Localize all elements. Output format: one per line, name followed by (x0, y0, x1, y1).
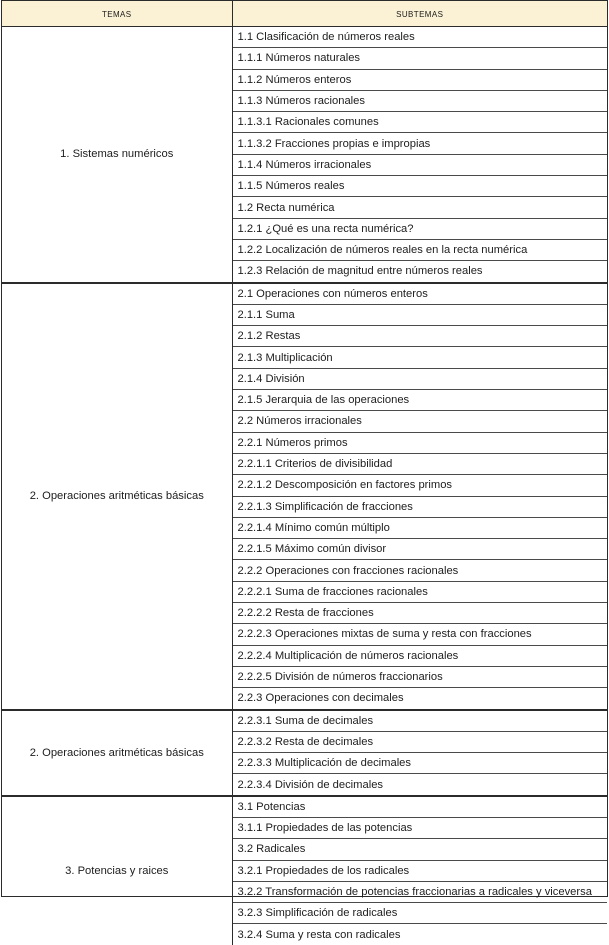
subtema-cell: 3.1 Potencias (232, 796, 607, 818)
subtema-cell: 2.1.3 Multiplicación (232, 347, 607, 368)
subtema-cell: 1.1.3.1 Racionales comunes (232, 112, 607, 133)
subtema-cell: 2.1 Operaciones con números enteros (232, 283, 607, 305)
tema-cell: 2. Operaciones aritméticas básicas (2, 710, 232, 796)
column-header-subtemas (232, 1, 607, 27)
column-header-temas (2, 1, 232, 27)
subtema-cell: 2.2.3 Operaciones con decimales (232, 688, 607, 710)
tema-cell: 3. Potencias y raices (2, 796, 232, 945)
subtema-cell: 2.2.1.5 Máximo común divisor (232, 539, 607, 560)
subtema-cell: 1.2.2 Localización de números reales en la recta numérica (232, 239, 607, 260)
syllabus-table-container (1, 0, 608, 941)
subtema-cell: 2.1.4 División (232, 368, 607, 389)
table-row (2, 27, 607, 48)
subtema-cell: 2.1.5 Jerarquia de las operaciones (232, 390, 607, 411)
subtema-cell: 3.2.1 Propiedades de los radicales (232, 860, 607, 881)
subtema-cell: 1.2.3 Relación de magnitud entre números reales (232, 261, 607, 283)
column-header-temas-label: temas (101, 7, 132, 20)
table-row (2, 710, 607, 732)
subtema-cell: 1.1.4 Números irracionales (232, 154, 607, 175)
subtema-cell: 2.2.3.1 Suma de decimales (232, 710, 607, 732)
subtema-cell: 1.1.5 Números reales (232, 176, 607, 197)
subtema-cell: 3.2.3 Simplificación de radicales (232, 903, 607, 924)
subtema-cell: 2.2.1.3 Simplificación de fracciones (232, 496, 607, 517)
subtema-cell: 2.2.2 Operaciones con fracciones racionales (232, 560, 607, 581)
subtema-cell: 2.1.2 Restas (232, 326, 607, 347)
column-header-subtemas-label: subtemas (396, 7, 444, 20)
tema-cell: 1. Sistemas numéricos (2, 27, 232, 283)
subtema-cell: 2.2.2.4 Multiplicación de números racionales (232, 645, 607, 666)
subtema-cell: 2.2.1.4 Mínimo común múltiplo (232, 517, 607, 538)
subtema-cell: 2.2 Números irracionales (232, 411, 607, 432)
subtema-cell: 3.1.1 Propiedades de las potencias (232, 817, 607, 838)
subtema-cell: 1.1.2 Números enteros (232, 69, 607, 90)
subtema-cell: 3.2.2 Transformación de potencias fraccionarias a radicales y viceversa (232, 881, 607, 902)
table-row (2, 283, 607, 305)
subtema-cell: 2.2.1.2 Descomposición en factores primos (232, 475, 607, 496)
table-row (2, 796, 607, 818)
subtema-cell: 2.2.1 Números primos (232, 432, 607, 453)
subtema-cell: 1.2 Recta numérica (232, 197, 607, 218)
table-body (2, 27, 607, 945)
subtema-cell: 2.2.3.4 División de decimales (232, 774, 607, 796)
subtema-cell: 2.2.2.3 Operaciones mixtas de suma y resta con fracciones (232, 624, 607, 645)
subtema-cell: 1.2.1 ¿Qué es una recta numérica? (232, 218, 607, 239)
subtema-cell: 2.2.2.1 Suma de fracciones racionales (232, 581, 607, 602)
subtema-cell: 2.2.2.2 Resta de fracciones (232, 603, 607, 624)
syllabus-table (2, 1, 607, 945)
subtema-cell: 2.2.3.2 Resta de decimales (232, 731, 607, 752)
subtema-cell: 1.1.3 Números racionales (232, 90, 607, 111)
subtema-cell: 2.2.3.3 Multiplicación de decimales (232, 753, 607, 774)
subtema-cell: 3.2 Radicales (232, 839, 607, 860)
table-header (2, 1, 607, 27)
subtema-cell: 3.2.4 Suma y resta con radicales (237, 928, 401, 941)
subtema-cell: 2.1.1 Suma (232, 304, 607, 325)
subtema-cell: 1.1.1 Números naturales (232, 48, 607, 69)
header-row (2, 1, 607, 27)
subtema-cell: 1.1 Clasificación de números reales (232, 27, 607, 48)
subtema-cell: 2.2.1.1 Criterios de divisibilidad (232, 453, 607, 474)
subtema-cell: 2.2.2.5 División de números fraccionarios (232, 666, 607, 687)
tema-cell: 2. Operaciones aritméticas básicas (2, 283, 232, 710)
subtema-cell: 1.1.3.2 Fracciones propias e impropias (232, 133, 607, 154)
